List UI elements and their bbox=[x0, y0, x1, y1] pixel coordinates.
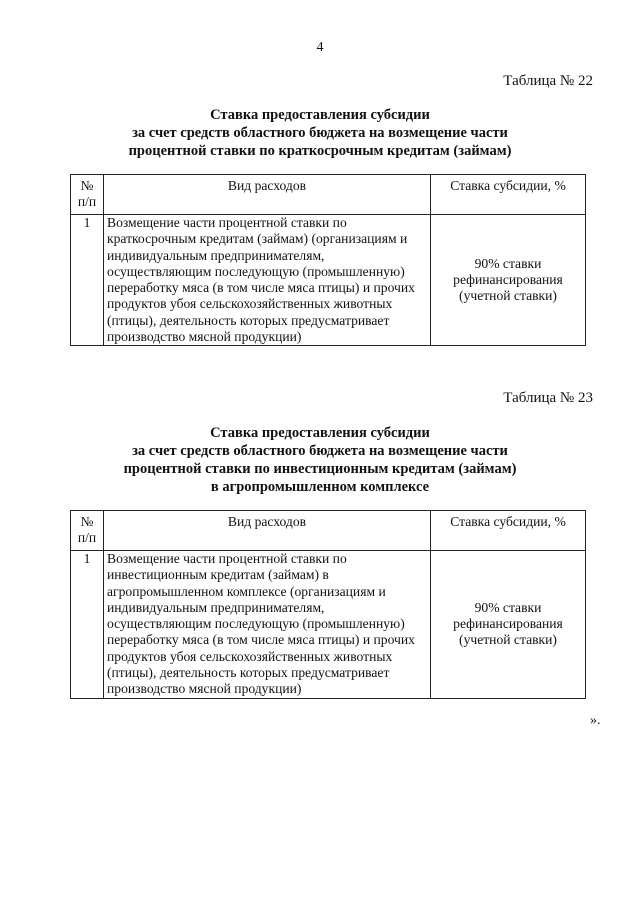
heading-line: процентной ставки по краткосрочным кредитам (займам) bbox=[128, 143, 512, 159]
heading-line: процентной ставки по инвестиционным кредитам (займам) bbox=[123, 461, 517, 477]
page-number: 4 bbox=[316, 40, 324, 55]
column-header-num: № п/п bbox=[71, 175, 104, 215]
table-row bbox=[71, 215, 586, 346]
table-header-row bbox=[71, 175, 586, 215]
heading-line: Ставка предоставления субсидии bbox=[210, 107, 430, 123]
heading-line: за счет средств областного бюджета на возмещение части bbox=[132, 125, 508, 141]
table-22-heading bbox=[0, 106, 640, 160]
row-rate: 90% ставки рефинансирования (учетной ставки) bbox=[431, 215, 586, 346]
column-header-num: № п/п bbox=[71, 511, 104, 551]
column-header-rate: Ставка субсидии, % bbox=[431, 175, 586, 215]
column-header-kind: Вид расходов bbox=[104, 511, 431, 551]
heading-line: Ставка предоставления субсидии bbox=[210, 425, 430, 441]
row-rate: 90% ставки рефинансирования (учетной ставки) bbox=[431, 551, 586, 699]
table-header-row bbox=[71, 511, 586, 551]
row-kind: Возмещение части процентной ставки по инвестиционным кредитам (займам) в агропромышленном комплексе (организациям и индивидуальным предпринимателям, осуществляющим последующую (промышленную) переработку мяса (в том числе мяса птицы) и прочих продуктов убоя сельскохозяйственных животных (птицы), деятельность которых предусматривает производство мясной продукции) bbox=[104, 551, 431, 699]
column-header-kind: Вид расходов bbox=[104, 175, 431, 215]
column-header-rate: Ставка субсидии, % bbox=[431, 511, 586, 551]
table-row bbox=[71, 551, 586, 699]
closing-quote-mark: ». bbox=[590, 713, 601, 728]
row-num: 1 bbox=[71, 215, 104, 346]
table-22 bbox=[70, 174, 586, 346]
table-23 bbox=[70, 510, 586, 699]
table-22-label: Таблица № 22 bbox=[503, 73, 593, 89]
table-23-label: Таблица № 23 bbox=[503, 390, 593, 406]
heading-line: в агропромышленном комплексе bbox=[210, 479, 430, 495]
row-num: 1 bbox=[71, 551, 104, 699]
heading-line: за счет средств областного бюджета на возмещение части bbox=[132, 443, 508, 459]
row-kind: Возмещение части процентной ставки по краткосрочным кредитам (займам) (организациям и индивидуальным предпринимателям, осуществляющим последующую (промышленную) переработку мяса (в том числе мяса птицы) и прочих продуктов убоя сельскохозяйственных животных (птицы), деятельность которых предусматривает производство мясной продукции) bbox=[104, 215, 431, 346]
table-23-heading bbox=[0, 424, 640, 496]
